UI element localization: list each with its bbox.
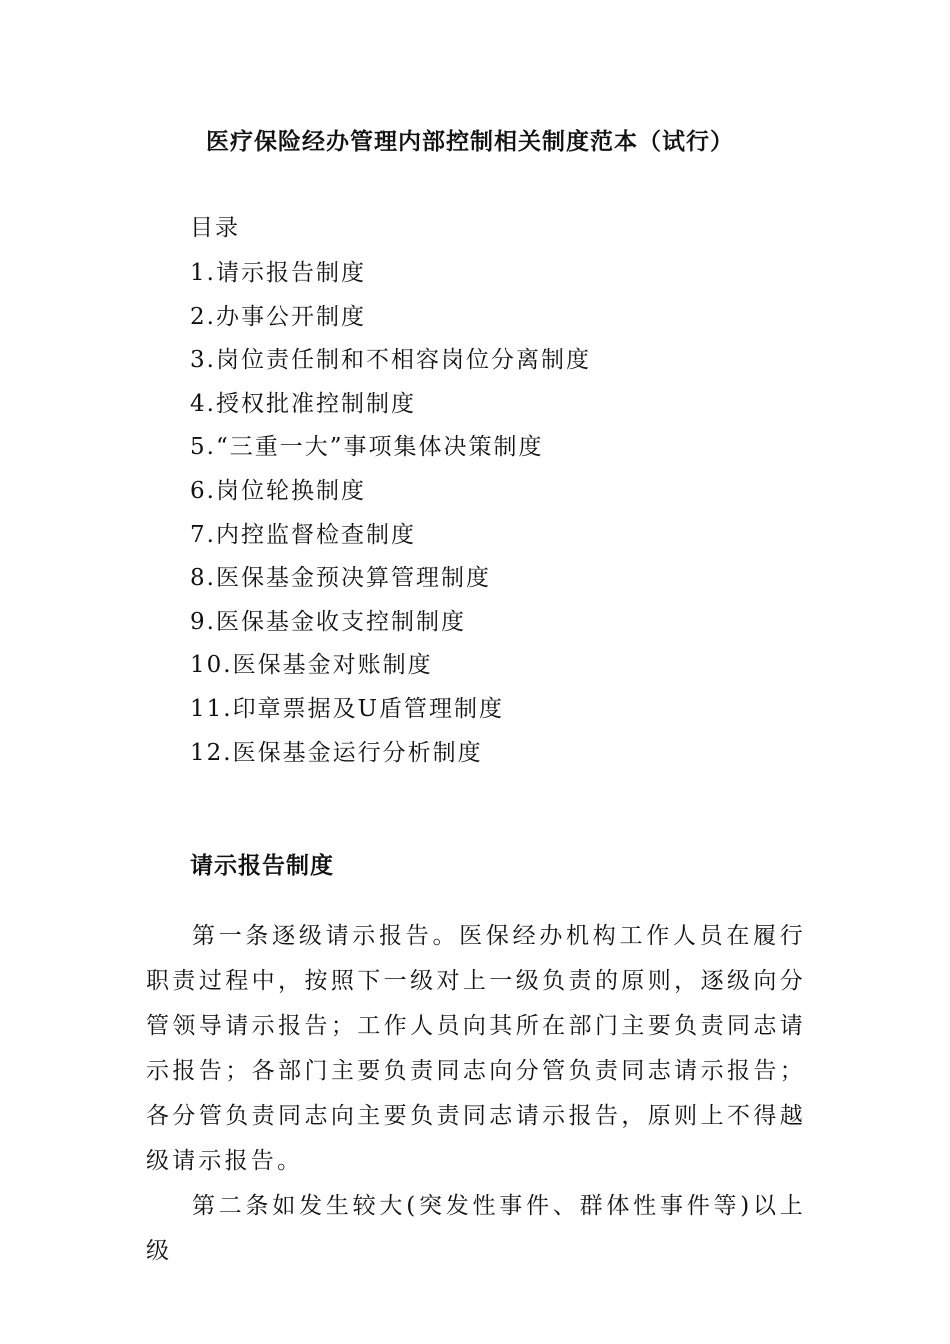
toc-item: 4.授权批准控制制度	[190, 390, 416, 417]
section-body	[146, 914, 806, 1274]
toc-heading: 目录	[190, 215, 240, 241]
table-of-contents	[190, 208, 830, 775]
toc-item: 1.请示报告制度	[190, 260, 366, 286]
toc-item: 10.医保基金对账制度	[190, 652, 433, 679]
toc-item: 7.内控监督检查制度	[190, 521, 416, 548]
toc-item: 6.岗位轮换制度	[190, 477, 366, 504]
paragraph: 第一条逐级请示报告。医保经办机构工作人员在履行职责过程中，按照下一级对上一级负责的原则，逐级向分管领导请示报告；工作人员向其所在部门主要负责同志请示报告；各部门主要负责同志向分管负责同志请示报告；各分管负责同志向主要负责同志请示报告，原则上不得越级请示报告。	[146, 923, 806, 1174]
toc-item: 5.“三重一大”事项集体决策制度	[190, 434, 544, 461]
section-heading: 请示报告制度	[190, 853, 334, 879]
toc-item: 8.医保基金预决算管理制度	[190, 565, 491, 592]
document-title: 医疗保险经办管理内部控制相关制度范本（试行）	[206, 129, 734, 155]
toc-item: 12.医保基金运行分析制度	[190, 739, 483, 766]
toc-item: 9.医保基金收支控制制度	[190, 608, 466, 635]
toc-list	[190, 252, 830, 775]
paragraph: 第二条如发生较大(突发性事件、群体性事件等)以上级	[146, 1193, 806, 1264]
toc-item: 3.岗位责任制和不相容岗位分离制度	[190, 347, 591, 374]
toc-item: 2.办事公开制度	[190, 303, 366, 330]
toc-item: 11.印章票据及U盾管理制度	[190, 695, 504, 722]
